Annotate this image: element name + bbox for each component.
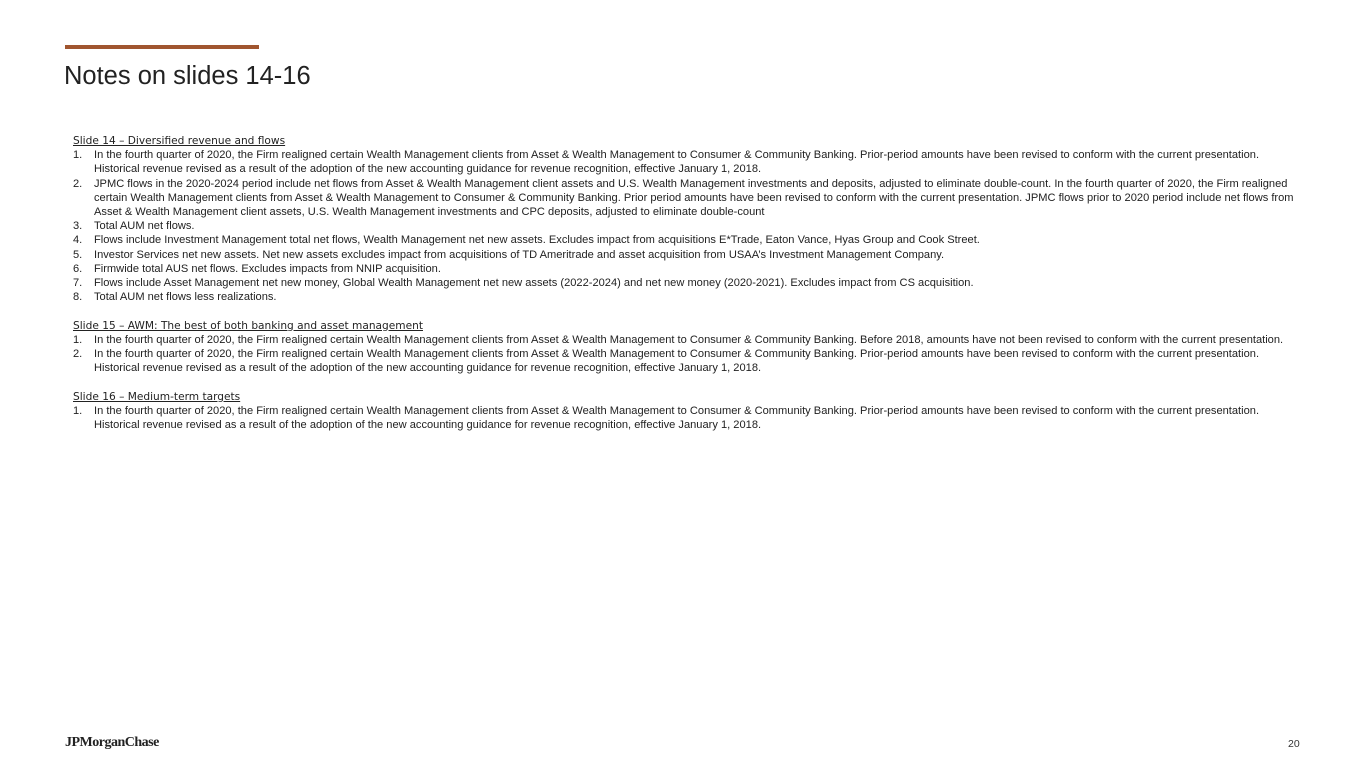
note-list [73, 333, 1295, 376]
notes-section-slide-15 [73, 319, 1295, 376]
note-list [73, 404, 1295, 432]
note-item [73, 404, 1295, 432]
note-text: Total AUM net flows less realizations. [94, 291, 277, 304]
note-item [73, 262, 1295, 276]
page-number: 20 [1288, 738, 1300, 750]
note-item [73, 177, 1295, 220]
note-item [73, 347, 1295, 375]
note-item [73, 219, 1295, 233]
note-text: Total AUM net flows. [94, 220, 195, 233]
note-number: 6. [73, 262, 83, 275]
note-list [73, 148, 1295, 304]
note-number: 2. [73, 348, 83, 360]
note-text: In the fourth quarter of 2020, the Firm realigned certain Wealth Management clients from Asset & Wealth Management to Consumer & Community Banking. Before 2018, amounts have not been revised to conform with the current presentation. [94, 333, 1284, 346]
title-accent-bar [65, 45, 259, 49]
section-heading: Slide 15 – AWM: The best of both banking and asset management [73, 319, 423, 332]
note-item [73, 290, 1295, 304]
note-text: In the fourth quarter of 2020, the Firm realigned certain Wealth Management clients from Asset & Wealth Management to Consumer & Community Banking. Prior-period amounts have been revised to conform with the current presentation. Historical revenue revised as a result of the adoption of the new accounting guidance for revenue recognition, effective January 1, 2018. [94, 149, 1260, 176]
note-item [73, 333, 1295, 347]
note-number: 8. [73, 291, 83, 304]
note-item [73, 276, 1295, 290]
note-number: 5. [73, 248, 83, 261]
page-title: Notes on slides 14-16 [64, 62, 311, 90]
note-number: 1. [73, 404, 83, 417]
note-item [73, 148, 1295, 176]
company-logo: JPMorganChase [65, 735, 159, 750]
note-text: Firmwide total AUS net flows. Excludes impacts from NNIP acquisition. [94, 262, 441, 275]
note-text: Flows include Investment Management total net flows, Wealth Management net new assets. Excludes impact from acquisitions E*Trade, Eaton Vance, Hyas Group and Cook Street. [94, 234, 980, 247]
note-text: JPMC flows in the 2020-2024 period include net flows from Asset & Wealth Management client assets and U.S. Wealth Management investments and deposits, adjusted to eliminate double-count. In the fourth quarter of 2020, the Firm realigned certain Wealth Management clients from Asset & Wealth Management to Consumer & Community Banking. Prior period amounts have been revised to conform with the current presentation. JPMC flows prior to 2020 period include net flows from Asset & Wealth Management client assets, U.S. Wealth Management investments and CPC deposits, adjusted to eliminate double-count [94, 177, 1294, 218]
note-text: In the fourth quarter of 2020, the Firm realigned certain Wealth Management clients from Asset & Wealth Management to Consumer & Community Banking. Prior-period amounts have been revised to conform with the current presentation. Historical revenue revised as a result of the adoption of the new accounting guidance for revenue recognition, effective January 1, 2018. [94, 348, 1260, 375]
note-text: In the fourth quarter of 2020, the Firm realigned certain Wealth Management clients from Asset & Wealth Management to Consumer & Community Banking. Prior-period amounts have been revised to conform with the current presentation. Historical revenue revised as a result of the adoption of the new accounting guidance for revenue recognition, effective January 1, 2018. [94, 404, 1260, 431]
note-item [73, 248, 1295, 262]
notes-section-slide-14 [73, 134, 1295, 304]
section-heading: Slide 14 – Diversified revenue and flows [73, 135, 286, 147]
note-number: 1. [73, 333, 83, 346]
notes-body [73, 134, 1295, 446]
note-number: 1. [73, 149, 83, 162]
note-number: 3. [73, 220, 83, 233]
note-text: Investor Services net new assets. Net new assets excludes impact from acquisitions of TD Ameritrade and asset acquisition from USAA’s Investment Management Company. [94, 248, 945, 261]
section-heading: Slide 16 – Medium-term targets [73, 390, 241, 403]
notes-section-slide-16 [73, 390, 1295, 433]
note-number: 2. [73, 177, 83, 190]
note-item [73, 233, 1295, 247]
note-number: 7. [73, 277, 83, 290]
note-number: 4. [73, 234, 83, 247]
note-text: Flows include Asset Management net new money, Global Wealth Management net new assets (2022-2024) and net new money (2020-2021). Excludes impact from CS acquisition. [94, 277, 974, 290]
